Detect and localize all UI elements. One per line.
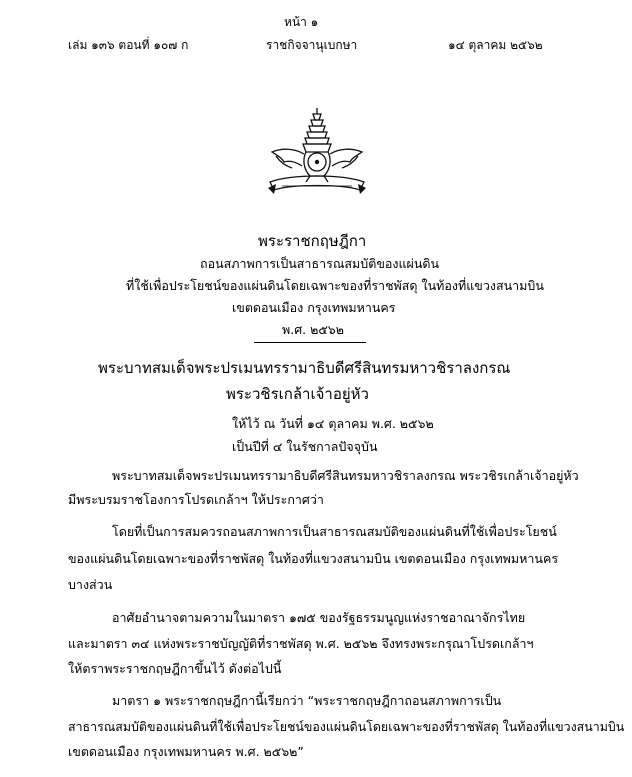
- volume-info: เล่ม ๑๓๖ ตอนที่ ๑๐๗ ก: [68, 38, 189, 52]
- king-name-line1: พระบาทสมเด็จพระปรเมนทรรามาธิบดีศรีสินทรมหาวชิราลงกรณ: [98, 359, 511, 377]
- body-line: พระบาทสมเด็จพระปรเมนทรรามาธิบดีศรีสินทรมหาวชิราลงกรณ พระวชิรเกล้าเจ้าอยู่หัว: [112, 468, 579, 483]
- issue-date: ๑๔ ตุลาคม ๒๕๖๒: [448, 38, 543, 52]
- gazette-name: ราชกิจจานุเบกษา: [266, 38, 358, 52]
- body-line: เขตดอนเมือง กรุงเทพมหานคร พ.ศ. ๒๕๖๒”: [68, 744, 304, 759]
- garuda-emblem-icon: [262, 104, 372, 200]
- decree-year: พ.ศ. ๒๕๖๒: [282, 322, 344, 337]
- decree-subtitle-line: เขตดอนเมือง กรุงเทพมหานคร: [232, 300, 396, 315]
- decree-title: พระราชกฤษฎีกา: [258, 232, 367, 250]
- page-number: หน้า ๑: [284, 15, 319, 29]
- body-line: อาศัยอำนาจตามความในมาตรา ๑๗๕ ของรัฐธรรมนูญแห่งราชอาณาจักรไทย: [112, 610, 526, 625]
- body-line: มาตรา ๑ พระราชกฤษฎีกานี้เรียกว่า “พระราชกฤษฎีกาถอนสภาพการเป็น: [112, 693, 502, 708]
- body-line: โดยที่เป็นการสมควรถอนสภาพการเป็นสาธารณสมบัติของแผ่นดินที่ใช้เพื่อประโยชน์: [112, 524, 557, 539]
- reign-year: เป็นปีที่ ๔ ในรัชกาลปัจจุบัน: [232, 439, 378, 454]
- king-name-line2: พระวชิรเกล้าเจ้าอยู่หัว: [226, 385, 369, 403]
- decree-subtitle-line: ถอนสภาพการเป็นสาธารณสมบัติของแผ่นดิน: [200, 256, 440, 271]
- body-line: บางส่วน: [68, 577, 113, 592]
- body-line: ให้ตราพระราชกฤษฎีกาขึ้นไว้ ดังต่อไปนี้: [68, 661, 282, 676]
- decree-subtitle-line: ที่ใช้เพื่อประโยชน์ของแผ่นดินโดยเฉพาะของที่ราชพัสดุ ในท้องที่แขวงสนามบิน: [126, 278, 544, 293]
- body-line: ของแผ่นดินโดยเฉพาะของที่ราชพัสดุ ในท้องที่แขวงสนามบิน เขตดอนเมือง กรุงเทพมหานคร: [68, 551, 559, 566]
- body-line: สาธารณสมบัติของแผ่นดินที่ใช้เพื่อประโยชน์ของแผ่นดินโดยเฉพาะของที่ราชพัสดุ ในท้องที่แขวงสนามบิน: [68, 719, 625, 734]
- body-line: และมาตรา ๓๔ แห่งพระราชบัญญัติที่ราชพัสดุ พ.ศ. ๒๕๖๒ จึงทรงพระกรุณาโปรดเกล้าฯ: [68, 636, 534, 651]
- body-line: มีพระบรมราชโองการโปรดเกล้าฯ ให้ประกาศว่า: [68, 492, 324, 507]
- given-date: ให้ไว้ ณ วันที่ ๑๔ ตุลาคม พ.ศ. ๒๕๖๒: [232, 416, 434, 431]
- title-divider: [254, 342, 366, 343]
